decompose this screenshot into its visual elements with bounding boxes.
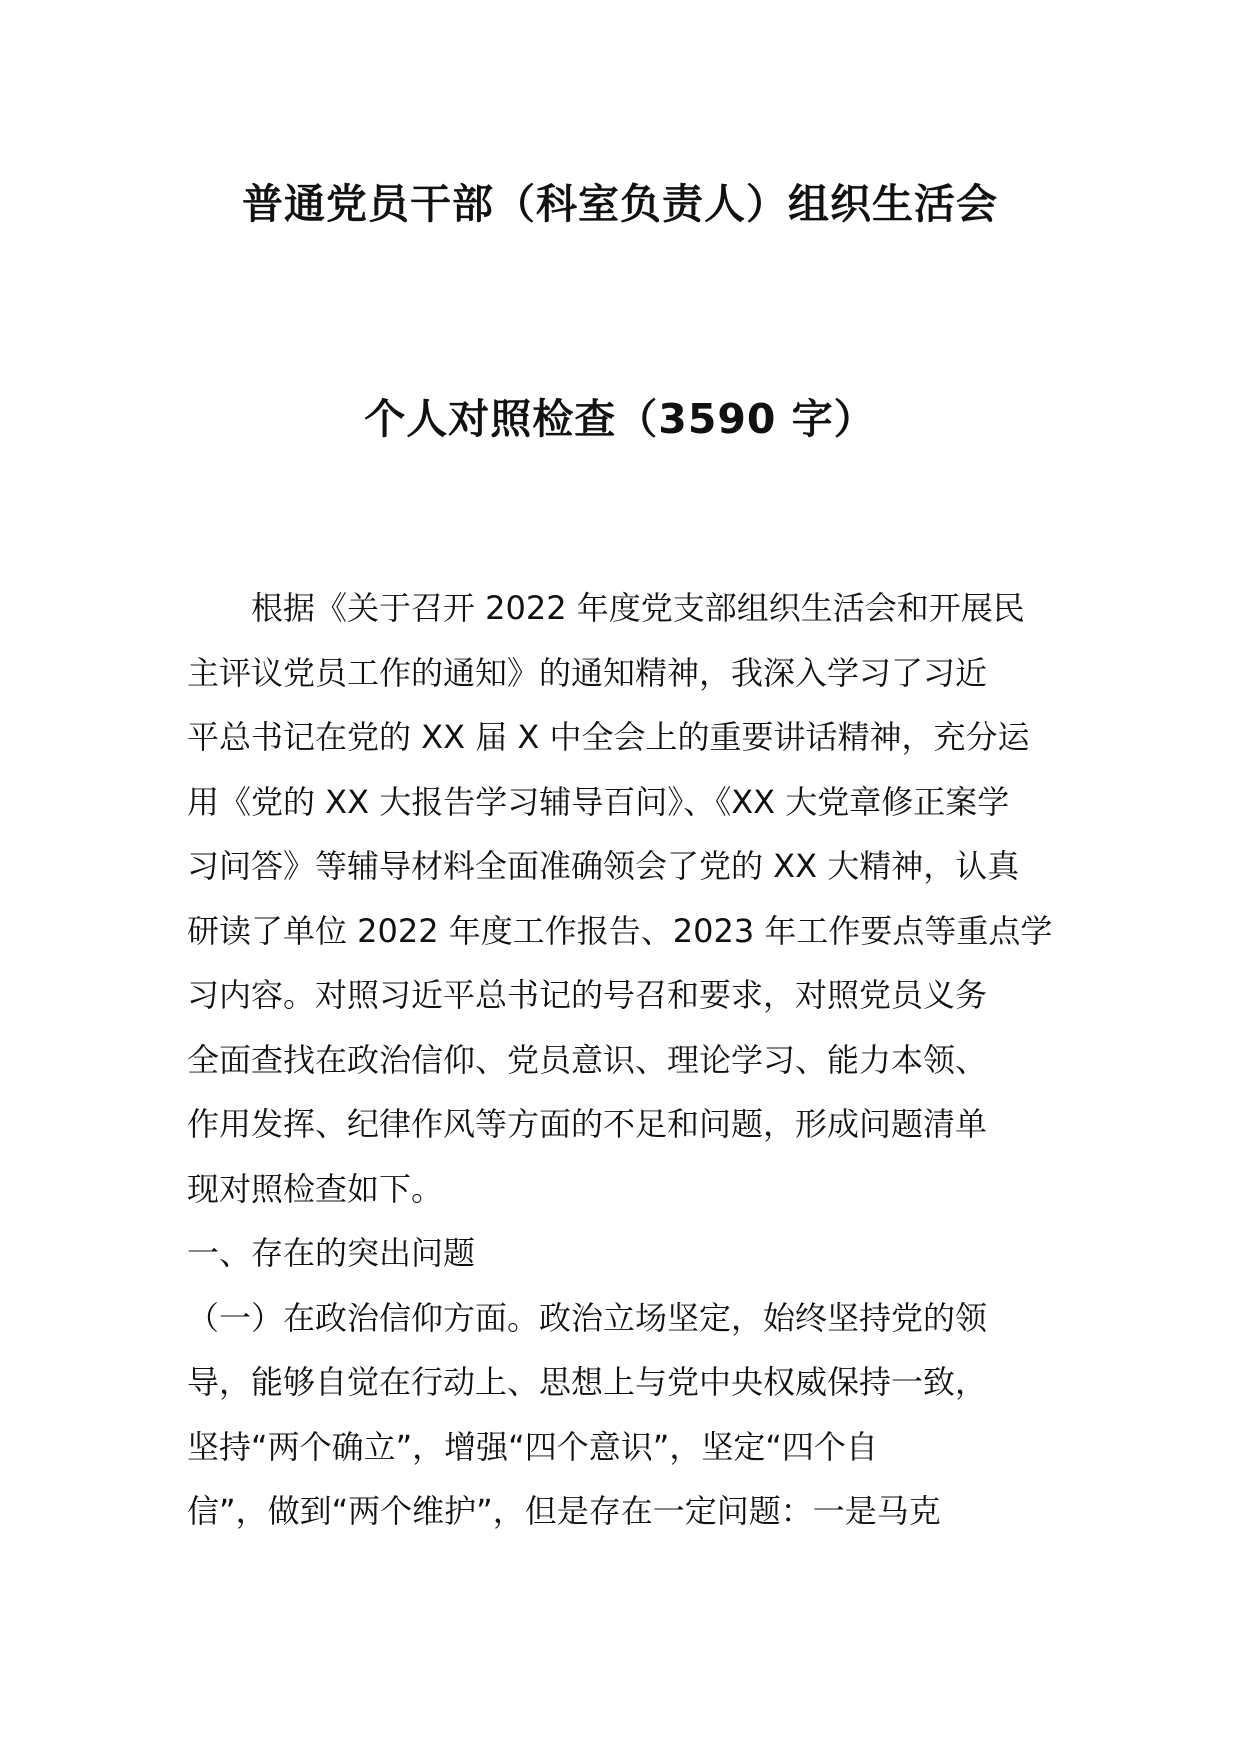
paragraph-line: 用《党的 XX 大报告学习辅导百问》、《XX 大党章修正案学 — [187, 782, 1010, 821]
paragraph-line: （一）在政治信仰方面。政治立场坚定，始终坚持党的领 — [187, 1298, 988, 1337]
paragraph-line: 全面查找在政治信仰、党员意识、理论学习、能力本领、 — [187, 1040, 988, 1079]
paragraph-line: 导，能够自觉在行动上、思想上与党中央权威保持一致， — [187, 1363, 988, 1401]
paragraph-line: 根据《关于召开 2022 年度党支部组织生活会和开展民 — [251, 589, 1025, 627]
paragraph-line: 研读了单位 2022 年度工作报告、2023 年工作要点等重点学 — [187, 911, 1053, 950]
paragraph-line: 习问答》等辅导材料全面准确领会了党的 XX 大精神，认真 — [187, 847, 1020, 885]
section-one — [187, 1221, 1053, 1544]
paragraph-line: 习内容。对照习近平总书记的号召和要求，对照党员义务 — [187, 976, 988, 1014]
paragraph-line: 坚持“两个确立”，增强“四个意识”，坚定“四个自 — [187, 1427, 878, 1466]
document-title-line-2: 个人对照检查（3590 字） — [364, 395, 876, 443]
document-title-line-1: 普通党员干部（科室负责人）组织生活会 — [242, 180, 998, 228]
paragraph-line: 现对照检查如下。 — [187, 1169, 444, 1208]
section-heading: 一、存在的突出问题 — [187, 1234, 476, 1272]
paragraph-line: 信”，做到“两个维护”，但是存在一定问题：一是马克 — [187, 1492, 941, 1530]
paragraph-line: 主评议党员工作的通知》的通知精神，我深入学习了习近 — [187, 653, 988, 692]
paragraph-line: 作用发挥、纪律作风等方面的不足和问题，形成问题清单 — [187, 1105, 988, 1143]
intro-paragraph — [187, 576, 1053, 1221]
paragraph-line: 平总书记在党的 XX 届 X 中全会上的重要讲话精神，充分运 — [187, 718, 1030, 756]
